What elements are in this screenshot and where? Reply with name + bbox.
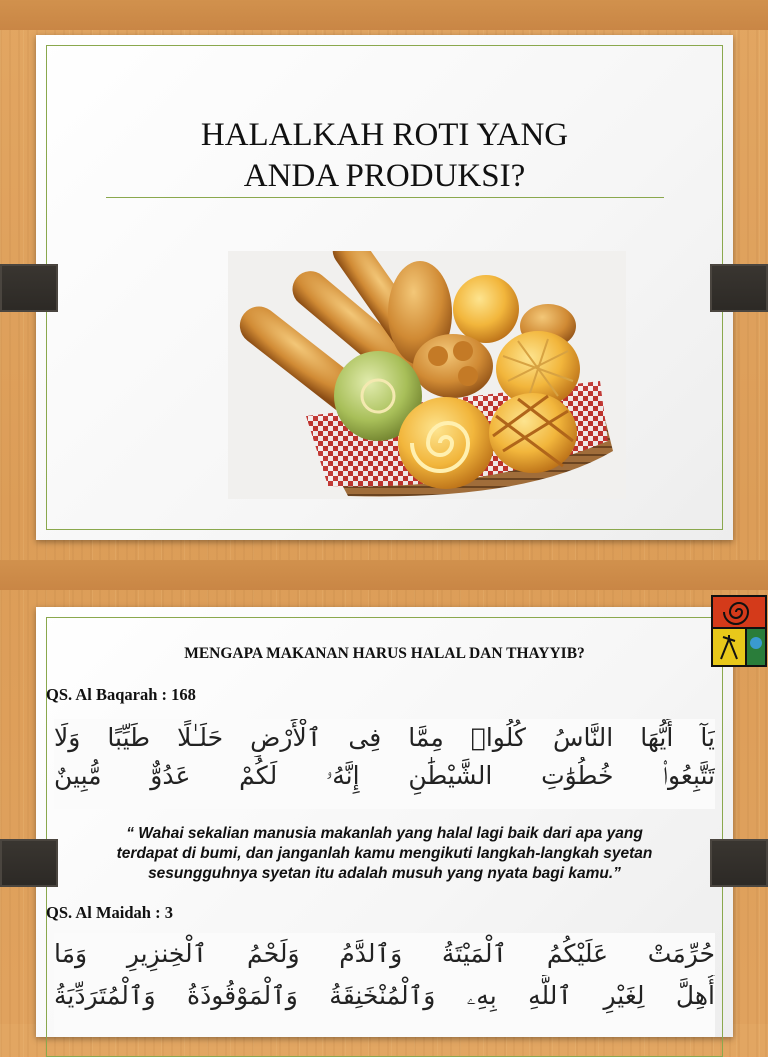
arabic-verse-maidah bbox=[54, 933, 715, 1037]
arabic-line: يَآ أَيُّهَا النَّاسُ كُلُوا۟ مِمَّا فِى ٱلْأَرْضِ حَلَـٰلًا طَيِّبًا وَلَا bbox=[54, 723, 715, 752]
binder-tab-right bbox=[710, 264, 768, 312]
wood-seam bbox=[0, 0, 768, 30]
arabic-verse-baqarah bbox=[54, 719, 715, 809]
arabic-line: أُهِلَّ لِغَيْرِ ٱللَّهِ بِهِۦ وَٱلْمُنْخَنِقَةُ وَٱلْمَوْقُوذَةُ وَٱلْمُتَرَدِّيَةُ bbox=[54, 981, 715, 1010]
arabic-line: حُرِّمَتْ عَلَيْكُمُ ٱلْمَيْتَةُ وَٱلدَّمُ وَلَحْمُ ٱلْخِنزِيرِ وَمَا bbox=[54, 939, 715, 968]
slide-2-title: MENGAPA MAKANAN HARUS HALAL DAN THAYYIB? bbox=[184, 645, 585, 662]
slide-2[interactable] bbox=[36, 607, 733, 1037]
title-line: ANDA PRODUKSI? bbox=[243, 158, 526, 194]
title-divider bbox=[106, 197, 664, 198]
slide-1-title bbox=[36, 115, 733, 197]
arabic-line: تَتَّبِعُوا۟ خُطُوَٰتِ الشَّيْطَٰنِ إِنَّهُۥ لَكُمْ عَدُوٌّ مُّبِينٌ bbox=[54, 761, 715, 790]
binder-tab-left bbox=[0, 264, 58, 312]
wood-seam bbox=[0, 560, 768, 590]
binder-tab-right bbox=[710, 839, 768, 887]
translation-line: terdapat di bumi, dan janganlah kamu mengikuti langkah-langkah syetan bbox=[116, 845, 653, 862]
verse-reference-baqarah: QS. Al Baqarah : 168 bbox=[46, 685, 196, 704]
verse-reference-maidah: QS. Al Maidah : 3 bbox=[46, 903, 173, 922]
translation-line: “ Wahai sekalian manusia makanlah yang halal lagi baik dari apa yang bbox=[126, 825, 643, 842]
title-line: HALALKAH ROTI YANG bbox=[200, 117, 569, 153]
bread-basket-photo bbox=[228, 251, 626, 499]
spiral-logo-icon bbox=[711, 595, 767, 667]
verse-translation bbox=[56, 824, 713, 884]
translation-line: sesungguhnya syetan itu adalah musuh yang nyata bagi kamu.” bbox=[148, 865, 621, 882]
slide-1[interactable] bbox=[36, 35, 733, 540]
binder-tab-left bbox=[0, 839, 58, 887]
